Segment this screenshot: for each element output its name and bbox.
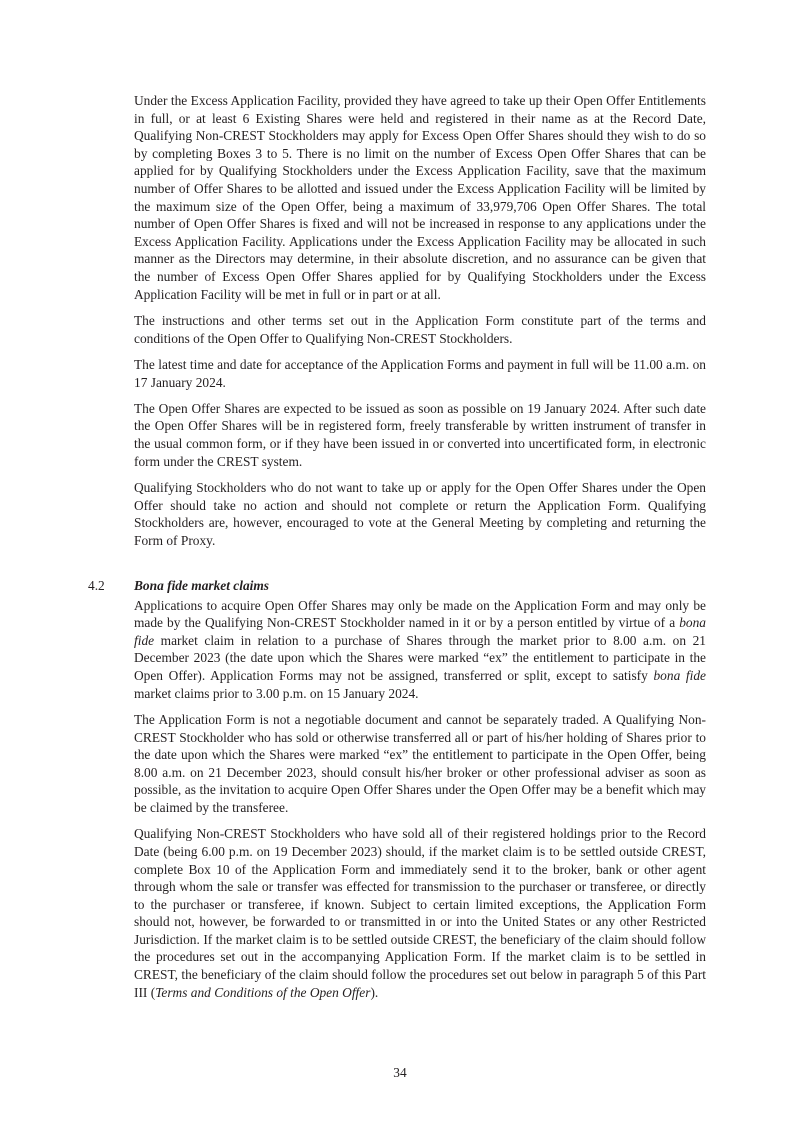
paragraph-acceptance-deadline: The latest time and date for acceptance of the Application Forms and payment in full will be 11.00 a.m. on 17 January 2024. [134, 356, 706, 390]
paragraph-no-action: Qualifying Stockholders who do not want to take up or apply for the Open Offer Shares under the Open Offer should take no action and should not complete or return the Application Form. Qualifying Stockholders are, however, encouraged to vote at the General Meeting by completing and returning the Form of Proxy. [134, 480, 706, 548]
text-run: market claims prior to 3.00 p.m. on 15 January 2024. [134, 685, 419, 701]
italic-text: bona fide [653, 667, 706, 683]
section-title: Bona fide market claims [134, 578, 270, 593]
section-heading [88, 577, 706, 595]
paragraph-application-form-terms: The instructions and other terms set out in the Application Form constitute part of the terms and conditions of the Open Offer to Qualifying Non-CREST Stockholders. [134, 312, 706, 346]
paragraph-issue-date: The Open Offer Shares are expected to be issued as soon as possible on 19 January 2024. After such date the Open Offer Shares will be in registered form, freely transferable by written instrument of transfer in the usual common form, or if they have been issued in or converted into uncertificated form, in electronic form under the CREST system. [134, 400, 706, 469]
text-run: Qualifying Non-CREST Stockholders who have sold all of their registered holdings prior to the Record Date (being 6.00 p.m. on 19 December 2023) should, if the market claim is to be settled outside CREST, complete Box 10 of the Application Form and immediately send it to the broker, bank or other agent through whom the sale or transfer was effected for transmission to the purchaser or transferee, or directly to the purchaser or transferee, if known. Subject to certain limited exceptions, the Application Form should not, however, be forwarded to or transmitted in or into the United States or any other Restricted Jurisdiction. If the market claim is to be settled outside CREST, the beneficiary of the claim should follow the procedures set out in the accompanying Application Form. If the market claim is to be settled in CREST, the beneficiary of the claim should follow the procedures set out below in paragraph 5 of this Part III ( [134, 826, 706, 1000]
italic-text: bona fide [134, 615, 706, 648]
paragraph-not-negotiable: The Application Form is not a negotiable document and cannot be separately traded. A Qualifying Non-CREST Stockholder who has sold or otherwise transferred all or part of his/her holding of Shares prior to the date upon which the Shares were marked “ex” the entitlement to participate in the Open Offer, being 8.00 a.m. on 21 December 2023, should consult his/her broker or other professional adviser as soon as possible, as the invitation to acquire Open Offer Shares under the Open Offer may be a benefit which may be claimed by the transferee. [134, 711, 706, 815]
paragraph-excess-application-facility: Under the Excess Application Facility, provided they have agreed to take up their Open Offer Entitlements in full, or at least 6 Existing Shares were held and registered in their name as at the Record Date, Qualifying Non-CREST Stockholders may apply for Excess Open Offer Shares should they wish to do so by completing Boxes 3 to 5. There is no limit on the number of Excess Open Offer Shares that can be applied for by Qualifying Stockholders under the Excess Application Facility, save that the maximum number of Offer Shares to be allotted and issued under the Excess Application Facility will be limited by the maximum size of the Open Offer, being a maximum of 33,979,706 Open Offer Shares. The total number of Open Offer Shares is fixed and will not be increased in response to any applications under the Excess Application Facility. Applications under the Excess Application Facility may be allocated in such manner as the Directors may determine, in their absolute discretion, and no assurance can be given that the number of Excess Open Offer Shares applied for by Qualifying Stockholders under the Excess Application Facility will be met in full or in part or at all. [134, 93, 706, 302]
italic-text: Terms and Conditions of the Open Offer [155, 984, 371, 1000]
text-run: market claim in relation to a purchase of Shares through the market prior to 8.00 a.m. on 21 December 2023 (the date upon which the Shares were marked “ex” the entitlement to participate in the Open Offer). Application Forms may not be assigned, transferred or split, except to satisfy [134, 632, 706, 683]
text-run: Applications to acquire Open Offer Shares may only be made on the Application Form and may only be made by the Qualifying Non-CREST Stockholder named in it or by a person entitled by virtue of a [134, 597, 706, 631]
intro-text-block [134, 92, 706, 558]
section-body [134, 597, 706, 1002]
section-4-2 [88, 577, 706, 1010]
section-number: 4.2 [88, 578, 105, 593]
paragraph-sold-holdings [134, 825, 706, 1001]
text-run: ). [370, 984, 379, 1000]
page-number: 34 [393, 1065, 407, 1080]
paragraph-applications-acquire [134, 597, 706, 703]
